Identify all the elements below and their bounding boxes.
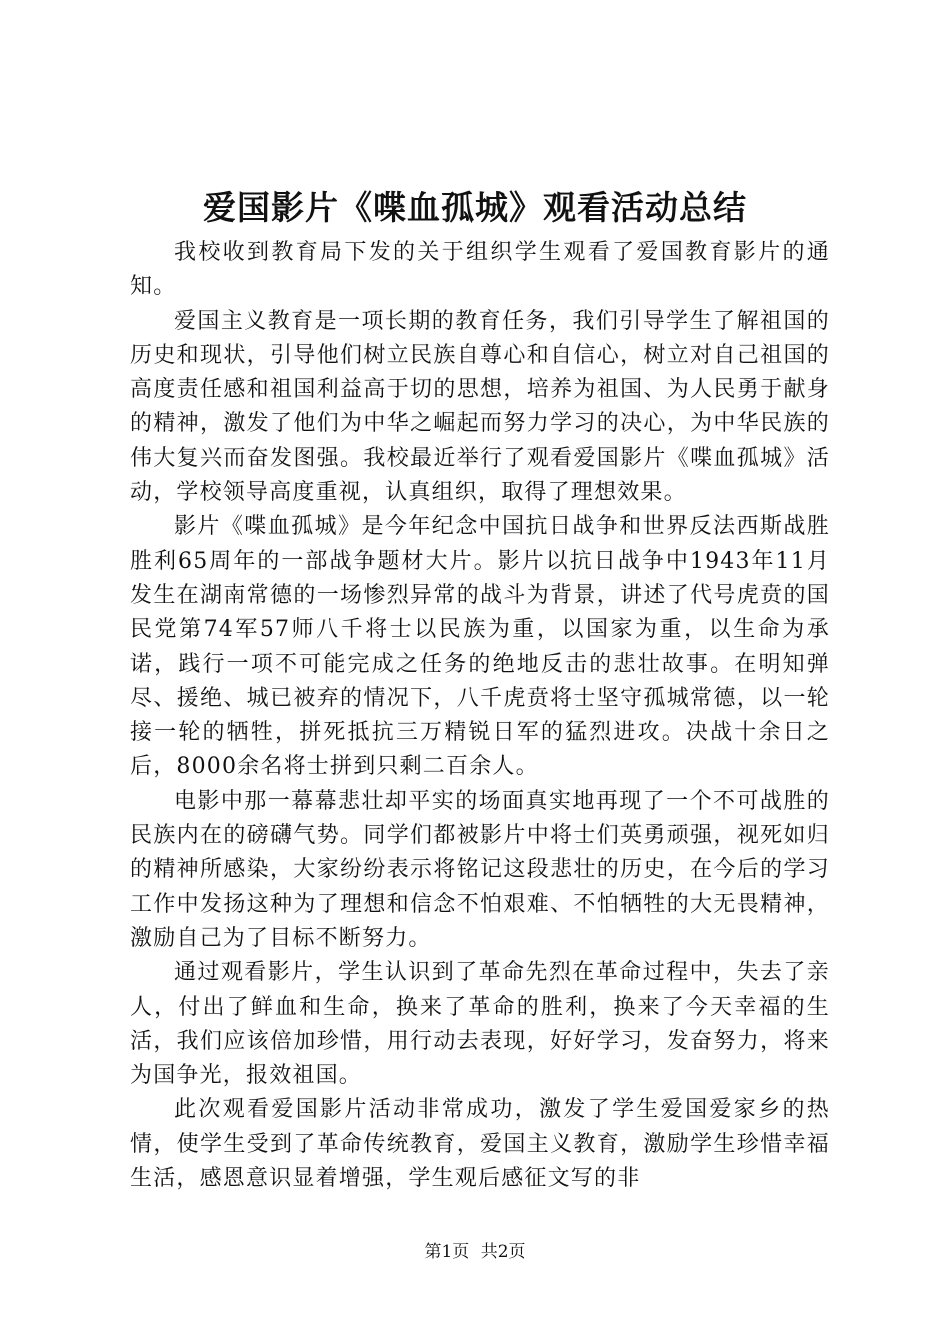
paragraph-4: 电影中那一幕幕悲壮却平实的场面真实地再现了一个不可战胜的民族内在的磅礴气势。同学们都被影片中将士们英勇顽强，视死如归的精神所感染，大家纷纷表示将铭记这段悲壮的历史，在今后的学习工作中发扬这种为了理想和信念不怕艰难、不怕牺牲的大无畏精神，激励自己为了目标不断努力。 — [130, 788, 830, 951]
page-footer — [0, 1240, 950, 1264]
document-title: 爱国影片《喋血孤城》观看活动总结 — [203, 188, 747, 227]
paragraph-1: 我校收到教育局下发的关于组织学生观看了爱国教育影片的通知。 — [130, 240, 830, 300]
paragraph-2: 爱国主义教育是一项长期的教育任务，我们引导学生了解祖国的历史和现状，引导他们树立民族自尊心和自信心，树立对自己祖国的高度责任感和祖国利益高于切的思想，培养为祖国、为人民勇于献身的精神，激发了他们为中华之崛起而努力学习的决心，为中华民族的伟大复兴而奋发图强。我校最近举行了观看爱国影片《喋血孤城》活动，学校领导高度重视，认真组织，取得了理想效果。 — [130, 308, 830, 506]
current-page-number: 第1页 — [424, 1242, 470, 1262]
total-pages: 共2页 — [480, 1242, 526, 1262]
document-body — [130, 236, 830, 1196]
paragraph-5: 通过观看影片，学生认识到了革命先烈在革命过程中，失去了亲人，付出了鲜血和生命，换来了革命的胜利，换来了今天幸福的生活，我们应该倍加珍惜，用行动去表现，好好学习，发奋努力，将来为国争光，报效祖国。 — [130, 960, 830, 1089]
paragraph-3: 影片《喋血孤城》是今年纪念中国抗日战争和世界反法西斯战胜胜利65周年的一部战争题材大片。影片以抗日战争中1943年11月发生在湖南常德的一场惨烈异常的战斗为背景，讲述了代号虎贲的国民党第74军57师八千将士以民族为重，以国家为重，以生命为承诺，践行一项不可能完成之任务的绝地反击的悲壮故事。在明知弹尽、援绝、城已被弃的情况下，八千虎贲将士坚守孤城常德，以一轮接一轮的牺牲，拼死抵抗三万精锐日军的猛烈进攻。决战十余日之后，8000余名将士拼到只剩二百余人。 — [130, 514, 830, 780]
paragraph-6: 此次观看爱国影片活动非常成功，激发了学生爱国爱家乡的热情，使学生受到了革命传统教育，爱国主义教育，激励学生珍惜幸福生活，感恩意识显着增强，学生观后感征文写的非 — [130, 1097, 830, 1192]
